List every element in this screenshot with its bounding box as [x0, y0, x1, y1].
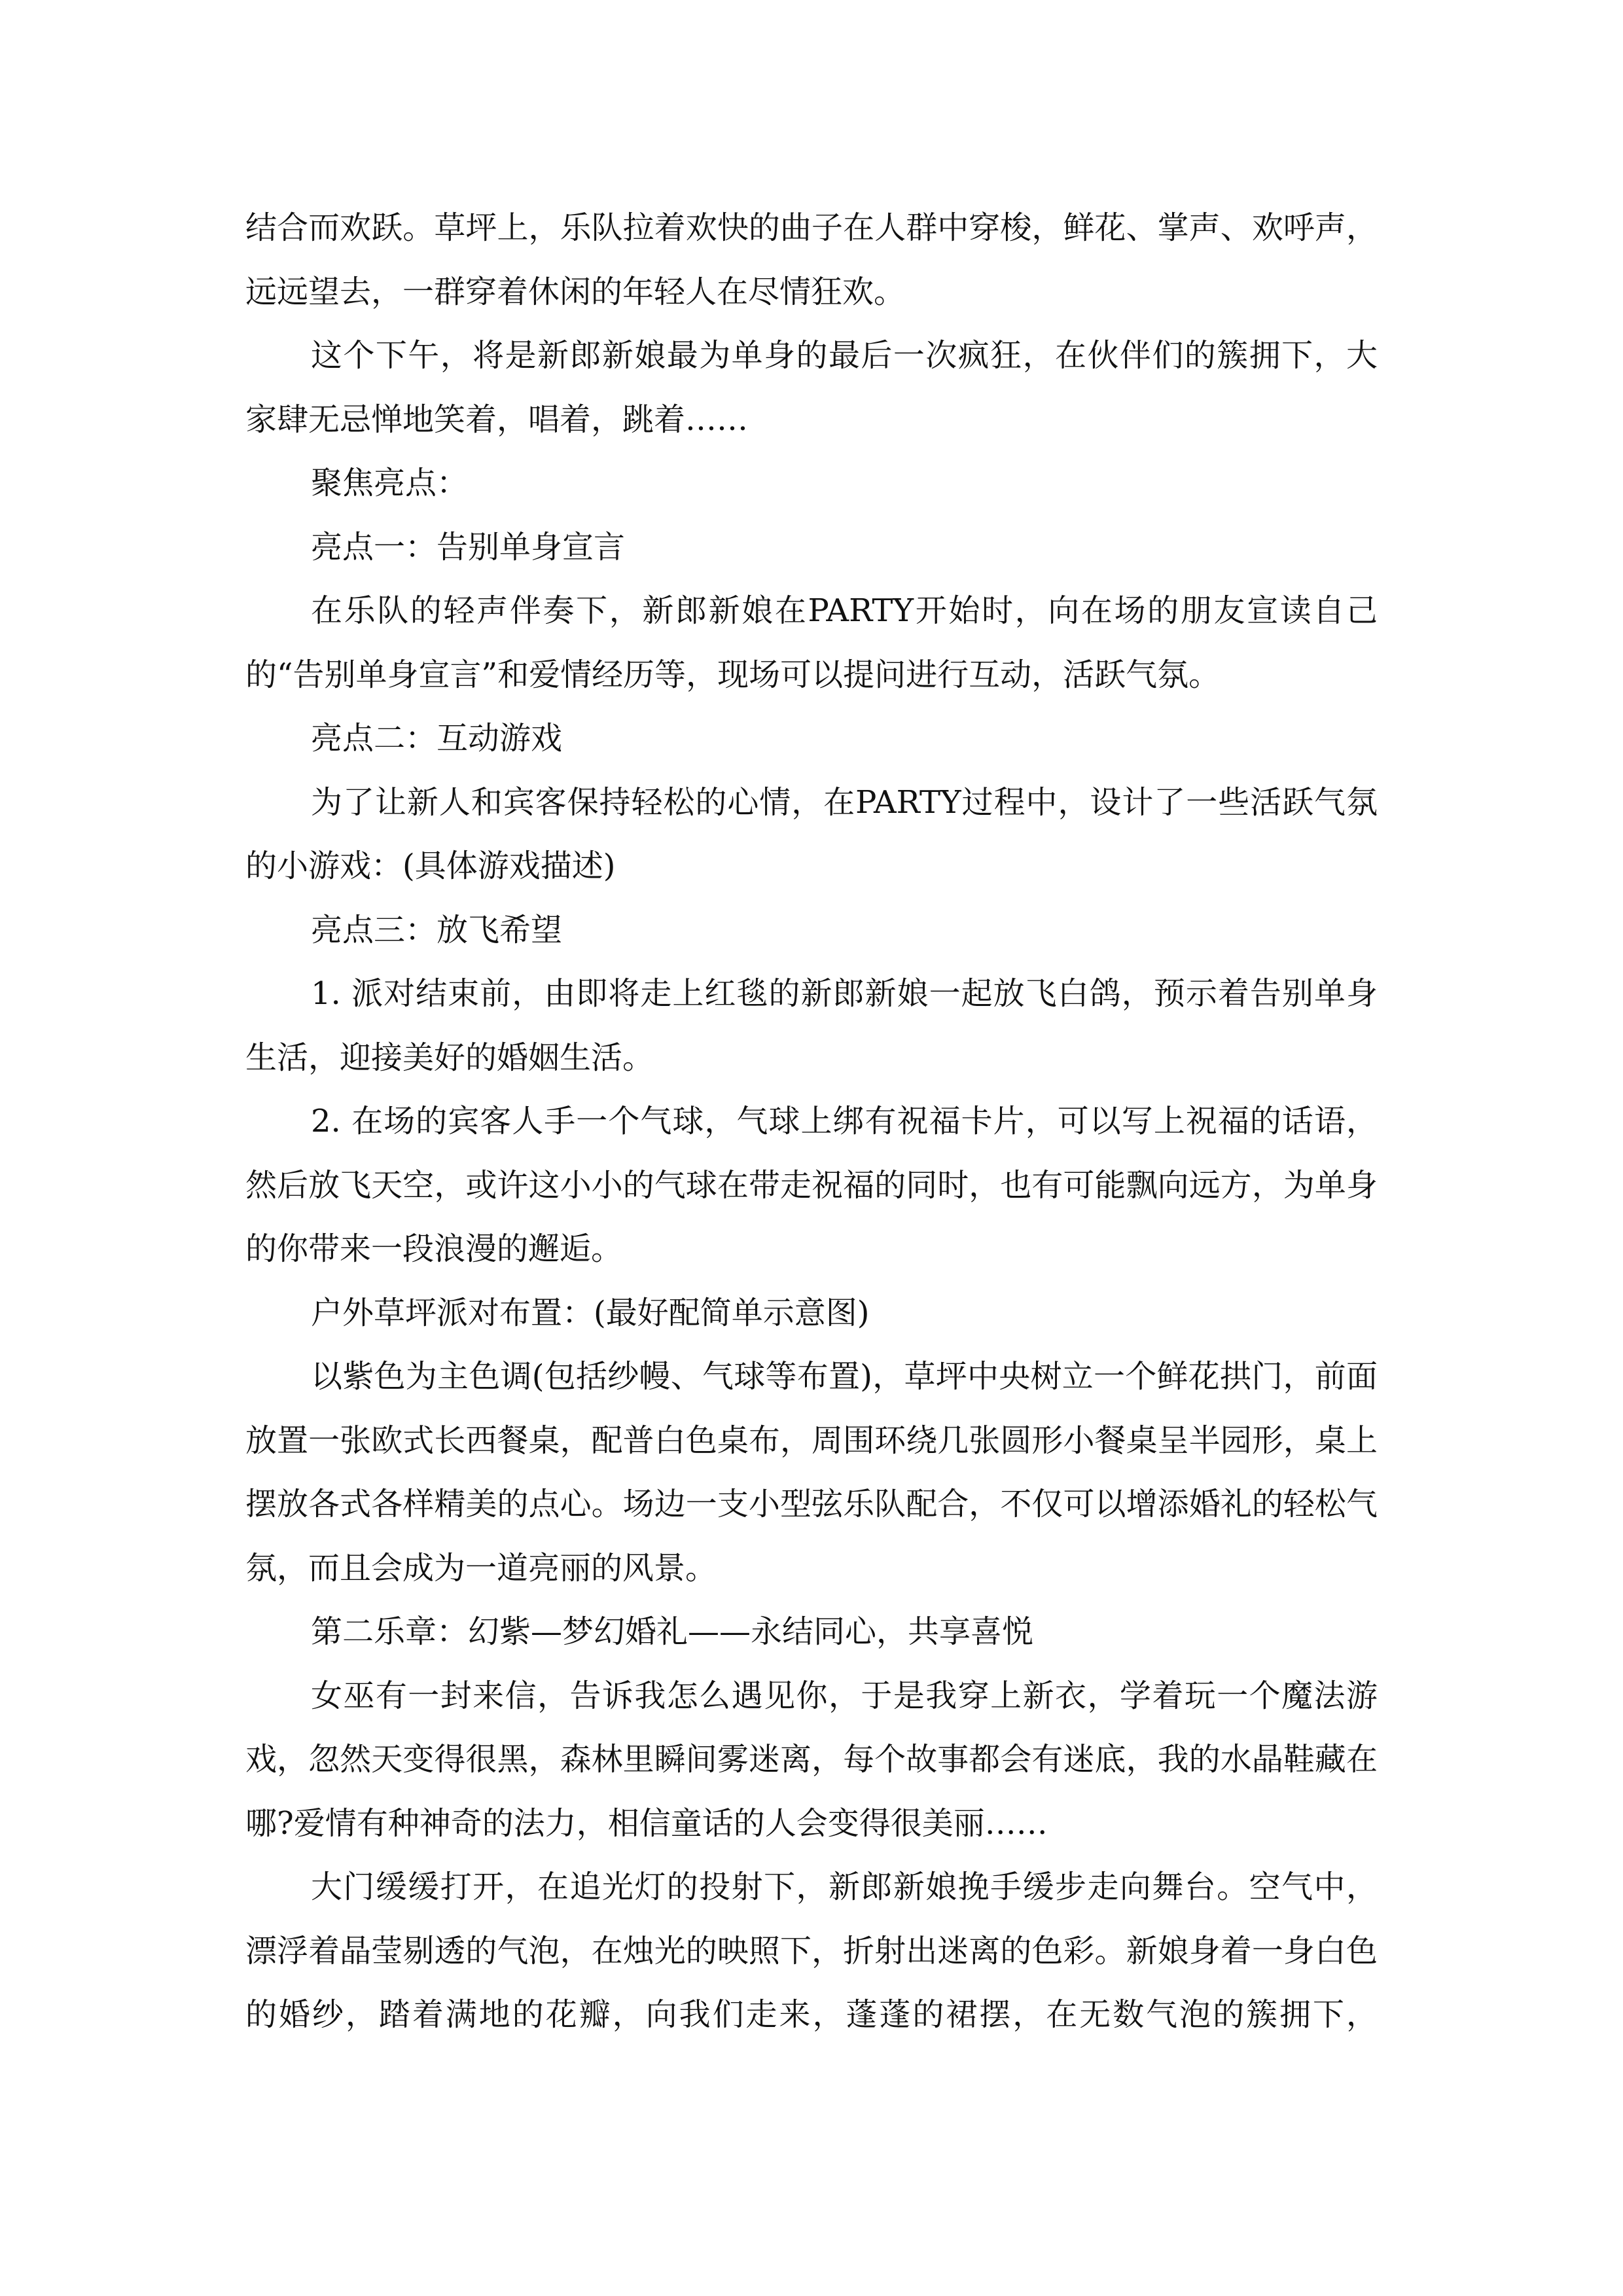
- paragraph-lawn-decoration: 以紫色为主色调(包括纱幔、气球等布置)，草坪中央树立一个鲜花拱门，前面放置一张欧式长西餐桌，配普白色桌布，周围环绕几张圆形小餐桌呈半园形，桌上摆放各式各样精美的点心。场边一支小型弦乐队配合，不仅可以增添婚礼的轻松气氛，而且会成为一道亮丽的风景。: [245, 1358, 1378, 1587]
- heading-lawn-party-setup: 户外草坪派对布置：(最好配简单示意图): [311, 1294, 870, 1331]
- heading-highlight-two: 亮点二：互动游戏: [311, 720, 563, 757]
- heading-chapter-two: 第二乐章：幻紫—梦幻婚礼——永结同心，共享喜悦: [311, 1613, 1034, 1650]
- heading-highlight-one: 亮点一：告别单身宣言: [311, 528, 626, 565]
- paragraph-entrance: 大门缓缓打开，在追光灯的投射下，新郎新娘挽手缓步走向舞台。空气中，漂浮着晶莹剔透的气泡，在烛光的映照下，折射出迷离的色彩。新娘身着一身白色的婚纱，踏着满地的花瓣，向我们走来，蓬蓬的裙摆，在无数气泡的簇拥下，: [245, 1869, 1378, 2033]
- paragraph-continuation: 结合而欢跃。草坪上，乐队拉着欢快的曲子在人群中穿梭，鲜花、掌声、欢呼声，远远望去，一群穿着休闲的年轻人在尽情狂欢。: [245, 209, 1378, 310]
- paragraph-witch-letter: 女巫有一封来信，告诉我怎么遇见你，于是我穿上新衣，学着玩一个魔法游戏，忽然天变得很黑，森林里瞬间雾迷离，每个故事都会有迷底，我的水晶鞋藏在哪?爱情有种神奇的法力，相信童话的人会变得很美丽……: [245, 1677, 1378, 1842]
- paragraph-farewell-declaration: 在乐队的轻声伴奏下，新郎新娘在PARTY开始时，向在场的朋友宣读自己的“告别单身宣言”和爱情经历等，现场可以提问进行互动，活跃气氛。: [245, 592, 1378, 693]
- list-item-release-balloons: 2. 在场的宾客人手一个气球，气球上绑有祝福卡片，可以写上祝福的话语，然后放飞天空，或许这小小的气球在带走祝福的同时，也有可能飘向远方，为单身的你带来一段浪漫的邂逅。: [245, 1103, 1378, 1267]
- document-body: [245, 196, 1378, 2047]
- heading-highlights: 聚焦亮点：: [311, 465, 469, 501]
- list-item-release-doves: 1. 派对结束前，由即将走上红毯的新郎新娘一起放飞白鸽，预示着告别单身生活，迎接美好的婚姻生活。: [245, 975, 1378, 1076]
- heading-highlight-three: 亮点三：放飞希望: [311, 911, 563, 948]
- paragraph-interactive-games: 为了让新人和宾客保持轻松的心情，在PARTY过程中，设计了一些活跃气氛的小游戏：(具体游戏描述): [245, 783, 1378, 884]
- paragraph-afternoon: 这个下午，将是新郎新娘最为单身的最后一次疯狂，在伙伴们的簇拥下，大家肆无忌惮地笑着，唱着，跳着……: [245, 337, 1378, 438]
